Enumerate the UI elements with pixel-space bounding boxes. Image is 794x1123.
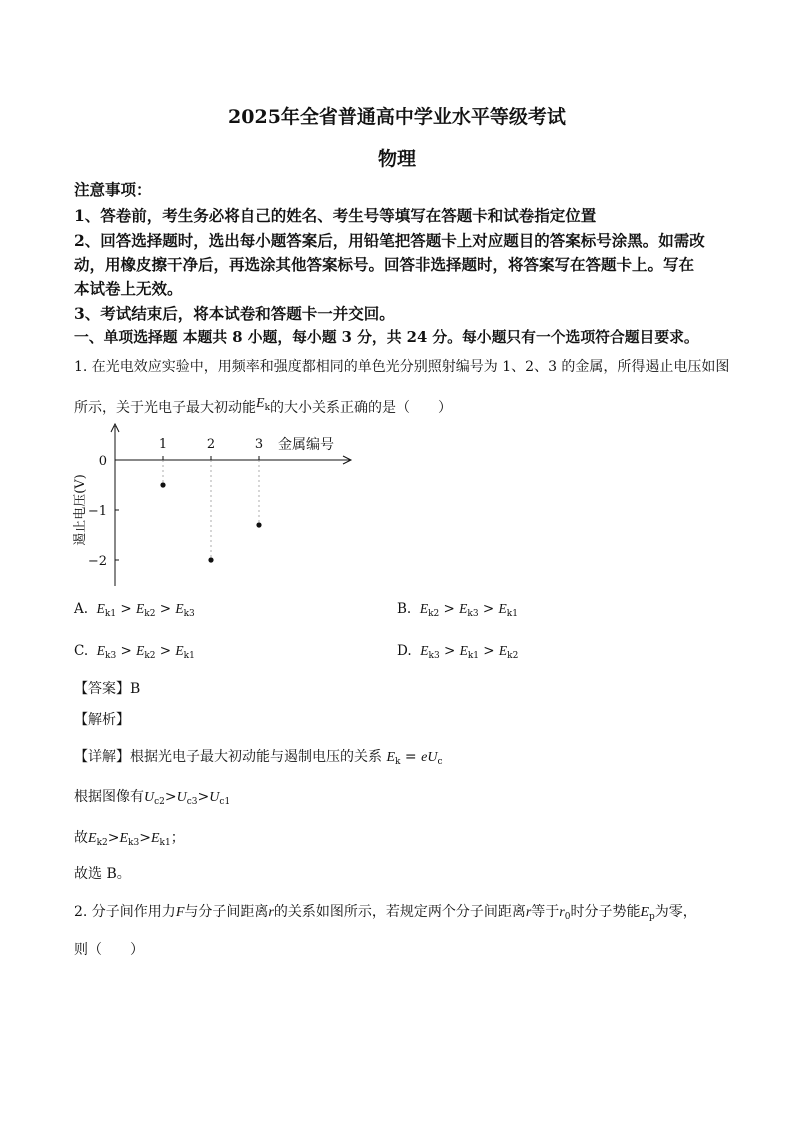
- y-tick-label: 0: [98, 454, 107, 469]
- data-point: [160, 482, 165, 487]
- q1-stem-line1: 1. 在光电效应实验中，用频率和强度都相同的单色光分别照射编号为 1、2、3 的金属，所得遏止电压如图: [74, 359, 730, 375]
- option-b[interactable]: B. $E_{k2} > E_{k3} > E_{k1}$: [397, 601, 518, 619]
- stopping-voltage-chart: [60, 420, 360, 590]
- note-item-2-line3: 本试卷上无效。: [74, 279, 183, 298]
- conclusion-line: 故$E_{k2}>E_{k3}>E_{k1}$；: [74, 830, 185, 848]
- exam-title: 2025年全省普通高中学业水平等级考试: [228, 106, 566, 128]
- note-item-2-line2: 动，用橡皮擦干净后，再选涂其他答案标号。回答非选择题时，将答案写在答题卡上。写在: [74, 255, 695, 274]
- option-c[interactable]: C. $E_{k3} > E_{k2} > E_{k1}$: [74, 643, 195, 661]
- x-axis-label: 金属编号: [278, 437, 334, 453]
- x-tick-label: 3: [254, 437, 264, 452]
- analysis-label: 【解析】: [74, 712, 130, 728]
- choice-line: 故选 B。: [74, 866, 131, 882]
- q1-stem-line2: 所示，关于光电子最大初动能$E^k$的大小关系正确的是（ ）: [74, 396, 453, 416]
- x-tick-label: 2: [206, 437, 216, 452]
- note-item-3: 3、考试结束后，将本试卷和答题卡一并交回。: [74, 304, 395, 323]
- y-tick-label: −2: [87, 554, 107, 569]
- subject-title: 物理: [377, 148, 416, 170]
- y-tick-label: −1: [87, 504, 107, 519]
- q2-stem-line2: 则（ ）: [74, 942, 144, 958]
- data-point: [208, 557, 213, 562]
- option-a[interactable]: A. $E_{k1} > E_{k2} > E_{k3}$: [74, 601, 195, 619]
- section-heading: 一、单项选择题 本题共 8 小题，每小题 3 分，共 24 分。每小题只有一个选项符合题目要求。: [74, 329, 699, 346]
- notes-heading: 注意事项：: [74, 180, 152, 199]
- option-d[interactable]: D. $E_{k3} > E_{k1} > E_{k2}$: [397, 643, 519, 661]
- detail-line: 【详解】根据光电子最大初动能与遏制电压的关系 $E_k = eU_c$: [74, 749, 443, 767]
- answer-line: 【答案】B: [74, 681, 141, 697]
- x-tick-label: 1: [158, 437, 168, 452]
- data-point: [256, 522, 261, 527]
- note-item-1: 1、答卷前，考生务必将自己的姓名、考生号等填写在答题卡和试卷指定位置: [74, 206, 597, 225]
- graph-relation-line: 根据图像有$U_{c2}>U_{c3}>U_{c1}$: [74, 789, 231, 807]
- q2-stem-line1: 2. 分子间作用力F与分子间距离r的关系如图所示，若规定两个分子间距离r等于$r_0$时分子势能$E_p$为零，: [74, 904, 697, 922]
- note-item-2-line1: 2、回答选择题时，选出每小题答案后，用铅笔把答题卡上对应题目的答案标号涂黑。如需改: [74, 231, 705, 250]
- y-axis-label: 遏止电压(V): [73, 474, 88, 546]
